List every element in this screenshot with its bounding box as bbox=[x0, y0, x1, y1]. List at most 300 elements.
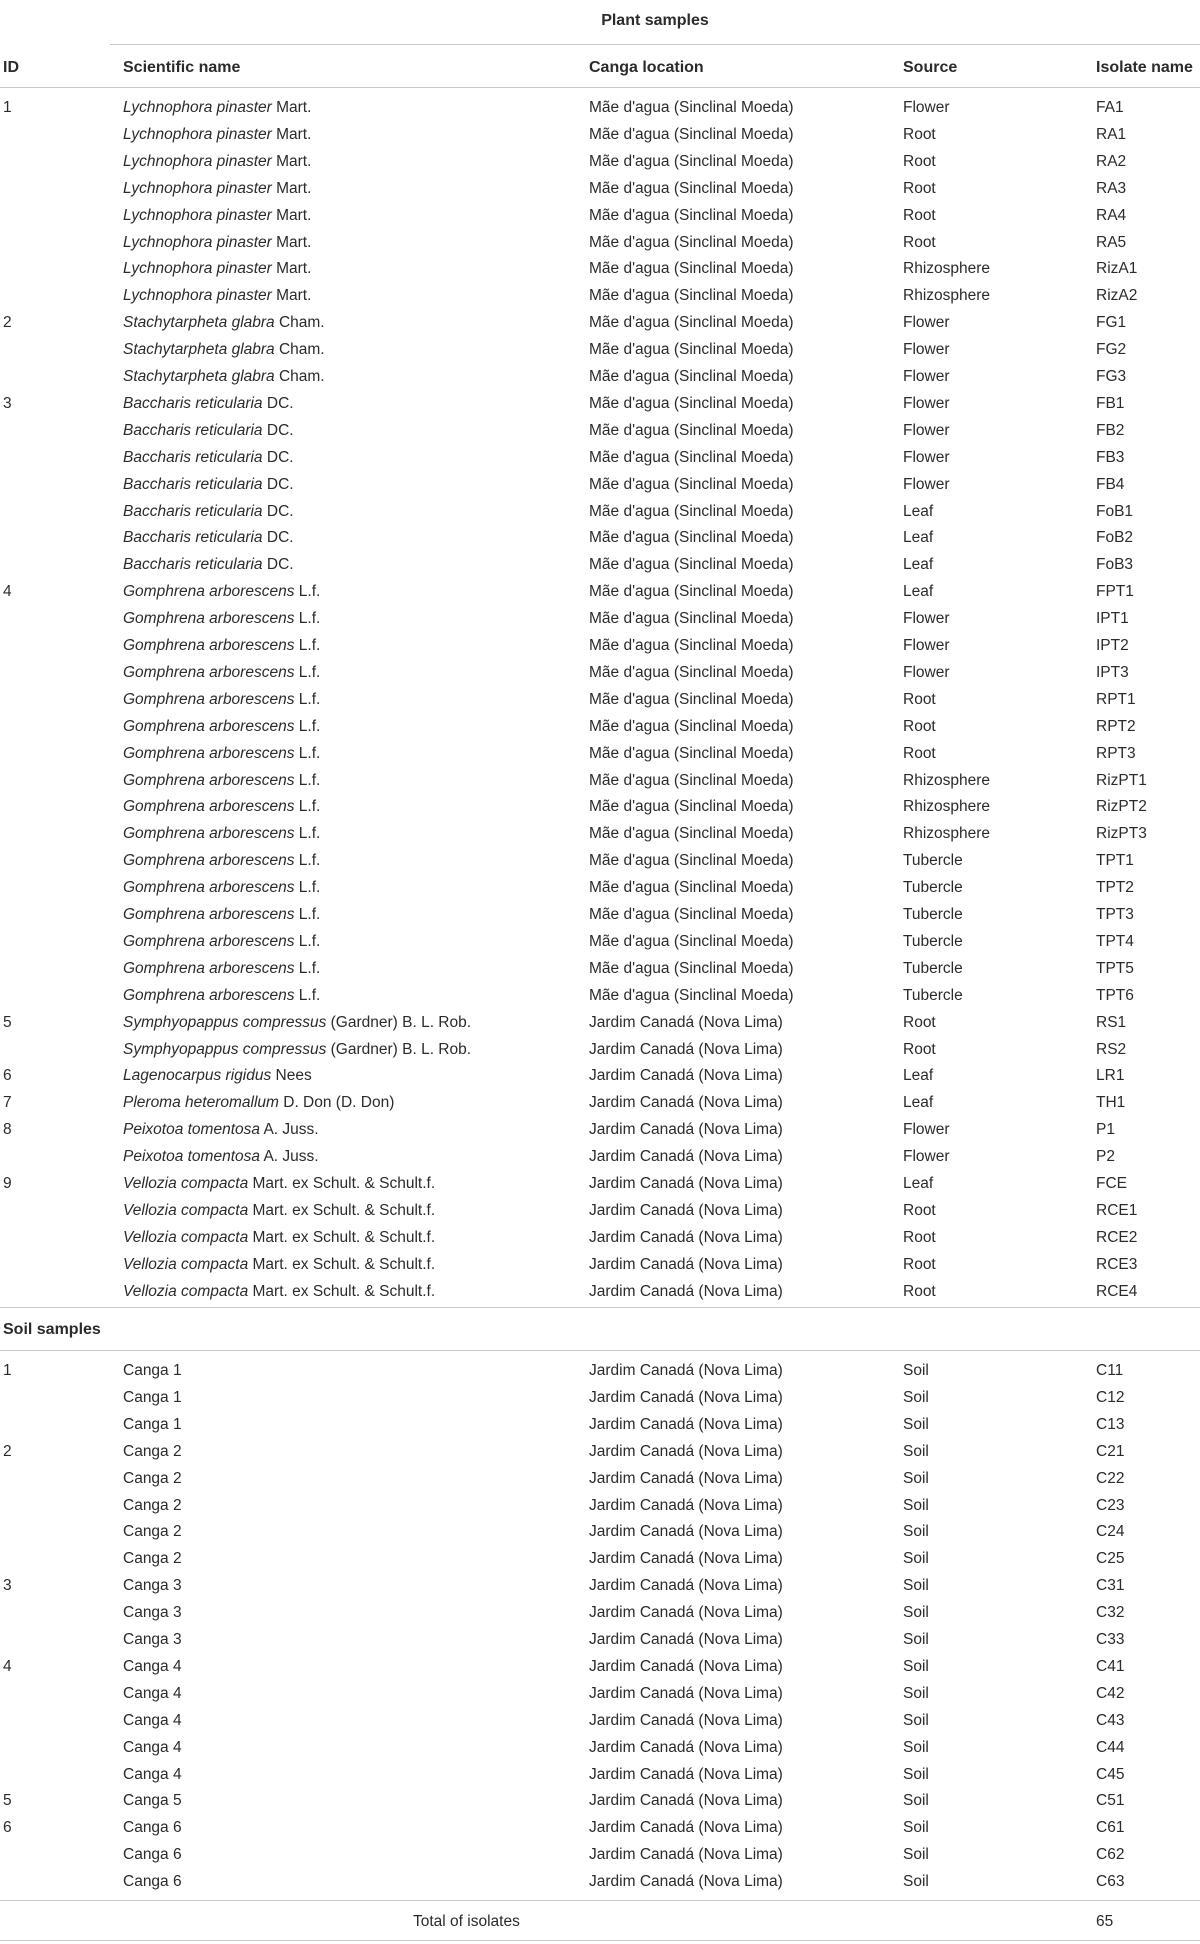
header-source: Source bbox=[903, 59, 958, 76]
cell-id: 4 bbox=[3, 1657, 12, 1675]
species-name: Lychnophora pinaster bbox=[123, 233, 272, 251]
cell-canga-location: Jardim Canadá (Nova Lima) bbox=[589, 1550, 783, 1568]
cell-source: Root bbox=[903, 1255, 936, 1273]
table-row bbox=[0, 94, 1200, 121]
cell-canga-location: Jardim Canadá (Nova Lima) bbox=[589, 1362, 783, 1379]
species-name: Stachytarpheta glabra bbox=[123, 314, 275, 332]
cell-scientific-name bbox=[123, 1251, 435, 1278]
species-name: Pleroma heteromallum bbox=[123, 1094, 279, 1112]
species-name: Gomphrena arborescens bbox=[123, 744, 295, 762]
cell-isolate-name: FoB2 bbox=[1096, 529, 1134, 547]
cell-sample-name: Canga 6 bbox=[123, 1873, 182, 1891]
species-author: DC. bbox=[262, 394, 294, 412]
cell-isolate-name: FoB1 bbox=[1096, 502, 1134, 520]
cell-scientific-name bbox=[123, 524, 294, 551]
cell-scientific-name bbox=[123, 767, 320, 794]
species-name: Lychnophora pinaster bbox=[123, 260, 272, 278]
cell-isolate-name: RizA2 bbox=[1096, 287, 1138, 305]
cell-canga-location: Jardim Canadá (Nova Lima) bbox=[589, 1148, 783, 1166]
cell-canga-location: Mãe d'agua (Sinclinal Moeda) bbox=[589, 99, 794, 116]
species-name: Gomphrena arborescens bbox=[123, 932, 295, 950]
table-row bbox=[0, 363, 1200, 390]
cell-canga-location: Jardim Canadá (Nova Lima) bbox=[589, 1094, 783, 1112]
species-author: L.f. bbox=[294, 798, 321, 816]
cell-isolate-name: TPT4 bbox=[1096, 932, 1134, 950]
cell-scientific-name bbox=[123, 686, 320, 713]
species-author: L.f. bbox=[294, 986, 321, 1004]
cell-canga-location: Mãe d'agua (Sinclinal Moeda) bbox=[589, 959, 794, 977]
cell-scientific-name bbox=[123, 1278, 435, 1305]
cell-source: Root bbox=[903, 717, 936, 735]
cell-scientific-name bbox=[123, 820, 320, 847]
table-row bbox=[0, 713, 1200, 740]
cell-isolate-name: TH1 bbox=[1096, 1094, 1126, 1112]
cell-sample-name: Canga 2 bbox=[123, 1523, 182, 1541]
cell-isolate-name: RizPT1 bbox=[1096, 771, 1147, 789]
cell-source: Soil bbox=[903, 1631, 929, 1648]
species-author: L.f. bbox=[294, 717, 321, 735]
species-author: L.f. bbox=[294, 959, 321, 977]
species-author: DC. bbox=[262, 502, 294, 520]
species-name: Gomphrena arborescens bbox=[123, 583, 295, 601]
cell-source: Root bbox=[903, 233, 936, 251]
cell-source: Soil bbox=[903, 1523, 929, 1541]
table-row bbox=[0, 1465, 1200, 1492]
table-row bbox=[0, 1278, 1200, 1305]
cell-canga-location: Jardim Canadá (Nova Lima) bbox=[589, 1631, 783, 1648]
cell-canga-location: Jardim Canadá (Nova Lima) bbox=[589, 1067, 783, 1085]
species-author: L.f. bbox=[294, 771, 321, 789]
table-row bbox=[0, 551, 1200, 578]
cell-isolate-name: FA1 bbox=[1096, 99, 1124, 116]
cell-id: 1 bbox=[3, 1362, 12, 1379]
cell-isolate-name: C12 bbox=[1096, 1388, 1125, 1406]
table-row bbox=[0, 417, 1200, 444]
species-name: Baccharis reticularia bbox=[123, 502, 263, 520]
cell-source: Root bbox=[903, 1013, 936, 1031]
cell-id: 9 bbox=[3, 1175, 12, 1192]
cell-isolate-name: RizA1 bbox=[1096, 260, 1138, 278]
cell-canga-location: Mãe d'agua (Sinclinal Moeda) bbox=[589, 690, 794, 708]
cell-isolate-name: C23 bbox=[1096, 1496, 1125, 1514]
cell-source: Flower bbox=[903, 99, 950, 116]
species-author: (Gardner) B. L. Rob. bbox=[326, 1040, 472, 1058]
cell-source: Flower bbox=[903, 448, 950, 466]
cell-canga-location: Mãe d'agua (Sinclinal Moeda) bbox=[589, 179, 794, 197]
cell-isolate-name: C51 bbox=[1096, 1792, 1125, 1810]
cell-isolate-name: C63 bbox=[1096, 1873, 1125, 1891]
species-name: Vellozia compacta bbox=[123, 1175, 249, 1192]
cell-source: Flower bbox=[903, 1148, 950, 1166]
cell-scientific-name bbox=[123, 847, 320, 874]
cell-canga-location: Mãe d'agua (Sinclinal Moeda) bbox=[589, 556, 794, 574]
cell-scientific-name bbox=[123, 175, 311, 202]
species-name: Stachytarpheta glabra bbox=[123, 341, 275, 359]
cell-scientific-name bbox=[123, 659, 320, 686]
cell-source: Soil bbox=[903, 1577, 929, 1595]
species-author: Mart. ex Schult. & Schult.f. bbox=[248, 1282, 436, 1300]
cell-source: Soil bbox=[903, 1765, 929, 1783]
cell-isolate-name: TPT1 bbox=[1096, 852, 1134, 870]
cell-canga-location: Jardim Canadá (Nova Lima) bbox=[589, 1684, 783, 1702]
cell-isolate-name: RPT2 bbox=[1096, 717, 1136, 735]
cell-scientific-name bbox=[123, 551, 294, 578]
table-row bbox=[0, 1384, 1200, 1411]
cell-isolate-name: RA1 bbox=[1096, 125, 1127, 143]
cell-sample-name: Canga 3 bbox=[123, 1604, 182, 1622]
cell-scientific-name bbox=[123, 471, 294, 498]
table-row bbox=[0, 202, 1200, 229]
table-row bbox=[0, 1089, 1200, 1116]
cell-id: 8 bbox=[3, 1121, 12, 1139]
cell-canga-location: Jardim Canadá (Nova Lima) bbox=[589, 1765, 783, 1783]
table-row bbox=[0, 1841, 1200, 1868]
cell-scientific-name bbox=[123, 901, 320, 928]
cell-isolate-name: FB3 bbox=[1096, 448, 1125, 466]
table-row bbox=[0, 632, 1200, 659]
species-author: L.f. bbox=[294, 610, 321, 628]
table-row bbox=[0, 1357, 1200, 1384]
species-author: L.f. bbox=[294, 583, 321, 601]
cell-scientific-name bbox=[123, 793, 320, 820]
header-scientific-name: Scientific name bbox=[123, 59, 241, 76]
cell-canga-location: Jardim Canadá (Nova Lima) bbox=[589, 1013, 783, 1031]
cell-source: Soil bbox=[903, 1873, 929, 1891]
cell-scientific-name bbox=[123, 1036, 471, 1063]
cell-canga-location: Mãe d'agua (Sinclinal Moeda) bbox=[589, 287, 794, 305]
table-row bbox=[0, 740, 1200, 767]
cell-id: 1 bbox=[3, 99, 12, 116]
species-author: D. Don (D. Don) bbox=[278, 1094, 395, 1112]
cell-source: Soil bbox=[903, 1388, 929, 1406]
cell-canga-location: Mãe d'agua (Sinclinal Moeda) bbox=[589, 906, 794, 923]
cell-canga-location: Jardim Canadá (Nova Lima) bbox=[589, 1496, 783, 1514]
cell-source: Flower bbox=[903, 314, 950, 332]
species-name: Vellozia compacta bbox=[123, 1201, 249, 1219]
cell-isolate-name: C32 bbox=[1096, 1604, 1125, 1622]
cell-source: Flower bbox=[903, 637, 950, 654]
cell-source: Soil bbox=[903, 1711, 929, 1729]
cell-canga-location: Jardim Canadá (Nova Lima) bbox=[589, 1577, 783, 1595]
cell-source: Root bbox=[903, 179, 936, 197]
species-author: Nees bbox=[271, 1067, 312, 1085]
species-name: Baccharis reticularia bbox=[123, 556, 263, 574]
cell-scientific-name bbox=[123, 1089, 394, 1116]
cell-canga-location: Mãe d'agua (Sinclinal Moeda) bbox=[589, 610, 794, 628]
cell-isolate-name: C43 bbox=[1096, 1711, 1125, 1729]
cell-source: Root bbox=[903, 1040, 936, 1058]
cell-source: Soil bbox=[903, 1550, 929, 1568]
cell-sample-name: Canga 2 bbox=[123, 1550, 182, 1568]
cell-scientific-name bbox=[123, 1062, 312, 1089]
table-row bbox=[0, 578, 1200, 605]
cell-canga-location: Jardim Canadá (Nova Lima) bbox=[589, 1255, 783, 1273]
cell-scientific-name bbox=[123, 982, 320, 1009]
cell-isolate-name: RCE4 bbox=[1096, 1282, 1138, 1300]
cell-isolate-name: TPT5 bbox=[1096, 959, 1134, 977]
header-isolate-name: Isolate name bbox=[1096, 59, 1193, 76]
cell-source: Soil bbox=[903, 1442, 929, 1460]
cell-canga-location: Mãe d'agua (Sinclinal Moeda) bbox=[589, 852, 794, 870]
cell-sample-name: Canga 2 bbox=[123, 1469, 182, 1487]
cell-isolate-name: FG3 bbox=[1096, 368, 1127, 385]
total-label: Total of isolates bbox=[413, 1913, 520, 1930]
cell-sample-name: Canga 6 bbox=[123, 1819, 182, 1837]
cell-source: Tubercle bbox=[903, 879, 963, 897]
cell-sample-name: Canga 6 bbox=[123, 1846, 182, 1864]
cell-canga-location: Jardim Canadá (Nova Lima) bbox=[589, 1469, 783, 1487]
cell-isolate-name: FPT1 bbox=[1096, 583, 1134, 601]
cell-canga-location: Mãe d'agua (Sinclinal Moeda) bbox=[589, 475, 794, 493]
cell-source: Soil bbox=[903, 1684, 929, 1702]
cell-id: 7 bbox=[3, 1094, 12, 1112]
cell-source: Soil bbox=[903, 1792, 929, 1810]
cell-isolate-name: TPT3 bbox=[1096, 906, 1134, 923]
cell-canga-location: Jardim Canadá (Nova Lima) bbox=[589, 1873, 783, 1891]
cell-isolate-name: RCE1 bbox=[1096, 1201, 1138, 1219]
cell-canga-location: Jardim Canadá (Nova Lima) bbox=[589, 1846, 783, 1864]
cell-scientific-name bbox=[123, 309, 325, 336]
species-author: Cham. bbox=[274, 341, 325, 359]
cell-canga-location: Jardim Canadá (Nova Lima) bbox=[589, 1738, 783, 1756]
cell-isolate-name: RCE3 bbox=[1096, 1255, 1138, 1273]
total-divider-top bbox=[0, 1900, 1200, 1901]
table-row bbox=[0, 1787, 1200, 1814]
table-row bbox=[0, 767, 1200, 794]
cell-source: Leaf bbox=[903, 502, 934, 520]
cell-canga-location: Mãe d'agua (Sinclinal Moeda) bbox=[589, 637, 794, 654]
species-author: DC. bbox=[262, 556, 294, 574]
cell-isolate-name: RPT3 bbox=[1096, 744, 1136, 762]
cell-source: Flower bbox=[903, 610, 950, 628]
species-author: L.f. bbox=[294, 825, 321, 843]
cell-id: 6 bbox=[3, 1067, 12, 1085]
species-author: DC. bbox=[262, 475, 294, 493]
table-row bbox=[0, 524, 1200, 551]
cell-canga-location: Mãe d'agua (Sinclinal Moeda) bbox=[589, 663, 794, 681]
cell-canga-location: Jardim Canadá (Nova Lima) bbox=[589, 1121, 783, 1139]
species-name: Gomphrena arborescens bbox=[123, 986, 295, 1004]
species-author: Mart. bbox=[271, 287, 312, 305]
table-row bbox=[0, 1653, 1200, 1680]
cell-sample-name: Canga 3 bbox=[123, 1631, 182, 1648]
table-row bbox=[0, 1143, 1200, 1170]
cell-sample-name: Canga 4 bbox=[123, 1711, 182, 1729]
cell-isolate-name: C22 bbox=[1096, 1469, 1125, 1487]
cell-source: Leaf bbox=[903, 1067, 934, 1085]
cell-scientific-name bbox=[123, 740, 320, 767]
cell-source: Root bbox=[903, 206, 936, 224]
table-row bbox=[0, 820, 1200, 847]
cell-isolate-name: P2 bbox=[1096, 1148, 1115, 1166]
species-name: Vellozia compacta bbox=[123, 1255, 249, 1273]
species-name: Gomphrena arborescens bbox=[123, 879, 295, 897]
cell-source: Rhizosphere bbox=[903, 287, 991, 305]
species-author: (Gardner) B. L. Rob. bbox=[326, 1013, 472, 1031]
cell-source: Tubercle bbox=[903, 906, 963, 923]
cell-scientific-name bbox=[123, 363, 325, 390]
cell-scientific-name bbox=[123, 417, 294, 444]
cell-scientific-name bbox=[123, 713, 320, 740]
species-author: Cham. bbox=[274, 314, 325, 332]
cell-canga-location: Mãe d'agua (Sinclinal Moeda) bbox=[589, 744, 794, 762]
cell-source: Soil bbox=[903, 1415, 929, 1433]
cell-canga-location: Jardim Canadá (Nova Lima) bbox=[589, 1792, 783, 1810]
cell-source: Leaf bbox=[903, 1175, 934, 1192]
cell-isolate-name: FB4 bbox=[1096, 475, 1125, 493]
cell-canga-location: Jardim Canadá (Nova Lima) bbox=[589, 1040, 783, 1058]
cell-sample-name: Canga 4 bbox=[123, 1738, 182, 1756]
cell-source: Soil bbox=[903, 1496, 929, 1514]
cell-sample-name: Canga 1 bbox=[123, 1388, 182, 1406]
cell-isolate-name: RA3 bbox=[1096, 179, 1127, 197]
cell-scientific-name bbox=[123, 498, 294, 525]
cell-canga-location: Mãe d'agua (Sinclinal Moeda) bbox=[589, 260, 794, 278]
species-author: A. Juss. bbox=[260, 1121, 319, 1139]
cell-scientific-name bbox=[123, 1170, 435, 1197]
cell-canga-location: Jardim Canadá (Nova Lima) bbox=[589, 1282, 783, 1300]
table-row bbox=[0, 336, 1200, 363]
species-name: Gomphrena arborescens bbox=[123, 717, 295, 735]
cell-scientific-name bbox=[123, 148, 311, 175]
table-row bbox=[0, 1036, 1200, 1063]
cell-isolate-name: RS2 bbox=[1096, 1040, 1127, 1058]
cell-canga-location: Mãe d'agua (Sinclinal Moeda) bbox=[589, 314, 794, 332]
cell-canga-location: Mãe d'agua (Sinclinal Moeda) bbox=[589, 152, 794, 170]
cell-canga-location: Jardim Canadá (Nova Lima) bbox=[589, 1711, 783, 1729]
cell-isolate-name: C61 bbox=[1096, 1819, 1125, 1837]
cell-canga-location: Mãe d'agua (Sinclinal Moeda) bbox=[589, 233, 794, 251]
species-name: Vellozia compacta bbox=[123, 1228, 249, 1246]
species-author: Mart. bbox=[271, 125, 312, 143]
cell-scientific-name bbox=[123, 632, 320, 659]
table-row bbox=[0, 793, 1200, 820]
cell-canga-location: Jardim Canadá (Nova Lima) bbox=[589, 1175, 783, 1192]
species-name: Gomphrena arborescens bbox=[123, 798, 295, 816]
cell-sample-name: Canga 5 bbox=[123, 1792, 182, 1810]
species-name: Baccharis reticularia bbox=[123, 394, 263, 412]
cell-scientific-name bbox=[123, 1009, 471, 1036]
cell-canga-location: Mãe d'agua (Sinclinal Moeda) bbox=[589, 394, 794, 412]
cell-source: Soil bbox=[903, 1604, 929, 1622]
table-row bbox=[0, 1814, 1200, 1841]
cell-canga-location: Mãe d'agua (Sinclinal Moeda) bbox=[589, 717, 794, 735]
cell-scientific-name bbox=[123, 444, 294, 471]
header-divider bbox=[0, 87, 1200, 88]
species-author: Mart. bbox=[271, 152, 312, 170]
table-row bbox=[0, 1680, 1200, 1707]
table-row bbox=[0, 1224, 1200, 1251]
cell-source: Root bbox=[903, 690, 936, 708]
cell-scientific-name bbox=[123, 1224, 435, 1251]
table-row bbox=[0, 1599, 1200, 1626]
cell-scientific-name bbox=[123, 605, 320, 632]
cell-sample-name: Canga 4 bbox=[123, 1657, 182, 1675]
species-name: Gomphrena arborescens bbox=[123, 637, 295, 654]
species-name: Lychnophora pinaster bbox=[123, 152, 272, 170]
cell-isolate-name: RA5 bbox=[1096, 233, 1127, 251]
species-name: Symphyopappus compressus bbox=[123, 1040, 327, 1058]
header-id: ID bbox=[3, 59, 19, 76]
cell-canga-location: Jardim Canadá (Nova Lima) bbox=[589, 1657, 783, 1675]
table-row bbox=[0, 255, 1200, 282]
cell-canga-location: Mãe d'agua (Sinclinal Moeda) bbox=[589, 502, 794, 520]
species-name: Lychnophora pinaster bbox=[123, 125, 272, 143]
cell-id: 3 bbox=[3, 394, 12, 412]
species-name: Peixotoa tomentosa bbox=[123, 1121, 261, 1139]
cell-isolate-name: RA2 bbox=[1096, 152, 1127, 170]
header-canga-location: Canga location bbox=[589, 59, 704, 76]
species-author: L.f. bbox=[294, 906, 321, 923]
species-name: Stachytarpheta glabra bbox=[123, 368, 275, 385]
table-row bbox=[0, 874, 1200, 901]
table-row bbox=[0, 686, 1200, 713]
cell-sample-name: Canga 1 bbox=[123, 1362, 182, 1379]
species-author: Mart. bbox=[271, 233, 312, 251]
table-row bbox=[0, 982, 1200, 1009]
species-author: L.f. bbox=[294, 852, 321, 870]
cell-source: Rhizosphere bbox=[903, 260, 991, 278]
table-row bbox=[0, 471, 1200, 498]
table-row bbox=[0, 1572, 1200, 1599]
cell-isolate-name: RizPT2 bbox=[1096, 798, 1147, 816]
cell-isolate-name: FG2 bbox=[1096, 341, 1127, 359]
cell-source: Leaf bbox=[903, 556, 934, 574]
title-divider bbox=[110, 44, 1200, 45]
table-title: Plant samples bbox=[601, 12, 709, 29]
table-row bbox=[0, 605, 1200, 632]
table-row bbox=[0, 175, 1200, 202]
table-row bbox=[0, 1761, 1200, 1788]
cell-isolate-name: FG1 bbox=[1096, 314, 1127, 332]
cell-isolate-name: IPT3 bbox=[1096, 663, 1129, 681]
species-author: L.f. bbox=[294, 744, 321, 762]
cell-source: Soil bbox=[903, 1846, 929, 1864]
cell-source: Soil bbox=[903, 1657, 929, 1675]
table-row bbox=[0, 1116, 1200, 1143]
soil-label-divider bbox=[0, 1350, 1200, 1351]
cell-canga-location: Jardim Canadá (Nova Lima) bbox=[589, 1523, 783, 1541]
species-name: Peixotoa tomentosa bbox=[123, 1148, 261, 1166]
table-row bbox=[0, 955, 1200, 982]
cell-source: Tubercle bbox=[903, 852, 963, 870]
cell-source: Flower bbox=[903, 341, 950, 359]
cell-id: 2 bbox=[3, 314, 12, 332]
cell-sample-name: Canga 2 bbox=[123, 1496, 182, 1514]
table-row bbox=[0, 1251, 1200, 1278]
species-name: Lagenocarpus rigidus bbox=[123, 1067, 272, 1085]
table-row bbox=[0, 1518, 1200, 1545]
cell-scientific-name bbox=[123, 1116, 319, 1143]
table-row bbox=[0, 1868, 1200, 1895]
species-name: Gomphrena arborescens bbox=[123, 906, 295, 923]
cell-source: Root bbox=[903, 152, 936, 170]
species-author: Mart. bbox=[271, 206, 312, 224]
cell-scientific-name bbox=[123, 955, 320, 982]
species-author: L.f. bbox=[294, 932, 321, 950]
cell-source: Soil bbox=[903, 1362, 929, 1379]
cell-scientific-name bbox=[123, 390, 294, 417]
cell-canga-location: Mãe d'agua (Sinclinal Moeda) bbox=[589, 879, 794, 897]
cell-isolate-name: C31 bbox=[1096, 1577, 1125, 1595]
species-name: Gomphrena arborescens bbox=[123, 825, 295, 843]
species-author: A. Juss. bbox=[260, 1148, 319, 1166]
cell-scientific-name bbox=[123, 336, 325, 363]
cell-canga-location: Mãe d'agua (Sinclinal Moeda) bbox=[589, 421, 794, 439]
cell-isolate-name: C21 bbox=[1096, 1442, 1125, 1460]
cell-isolate-name: C11 bbox=[1096, 1362, 1124, 1379]
cell-isolate-name: FB2 bbox=[1096, 421, 1125, 439]
